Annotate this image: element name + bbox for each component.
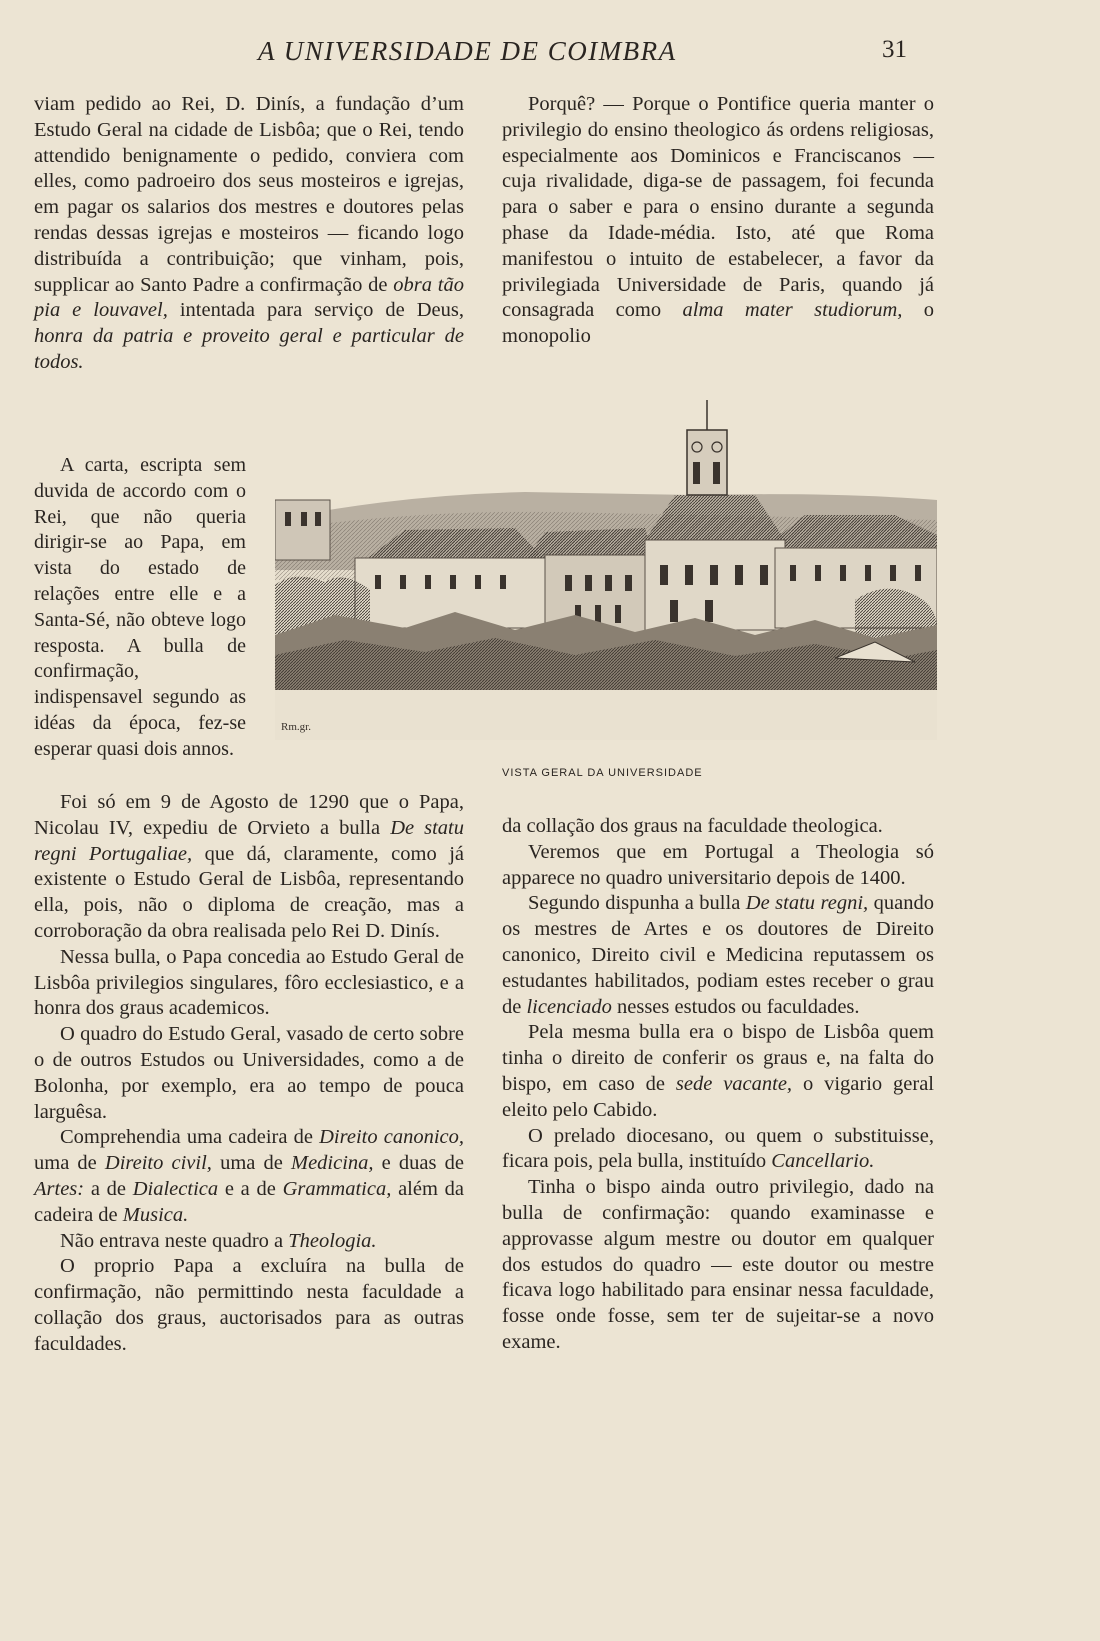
- left-column-bottom: [34, 790, 464, 1358]
- paragraph: [502, 1175, 934, 1356]
- text-run: uma de: [34, 1152, 105, 1175]
- italic-text: Direito civil,: [104, 1152, 212, 1175]
- text-run: Não entrava neste quadro a: [60, 1229, 289, 1252]
- paragraph: [34, 945, 464, 1022]
- italic-text: Theologia.: [288, 1229, 377, 1252]
- paragraph: [502, 1020, 934, 1123]
- text-run: Comprehendia uma cadeira de: [60, 1126, 320, 1149]
- italic-text: honra da patria e proveito geral e particular de todos.: [34, 325, 464, 373]
- italic-text: Artes:: [34, 1177, 85, 1200]
- text-run: que dá, claramente, como já existente o Estudo Geral de Lisbôa, representando ella, pois, não o diploma de creação, mas a corroboração da obra realisada pelo Rei D. Dinís.: [34, 842, 464, 942]
- paragraph: [34, 1125, 464, 1228]
- text-run: O proprio Papa a excluíra na bulla de confirmação, não permittindo nesta faculdade a collação dos graus, auctorisados para as outras faculdades.: [34, 1255, 464, 1355]
- text-run: Veremos que em Portugal a Theologia só apparece no quadro universitario depois de 1400.: [502, 840, 934, 889]
- text-run: além da cadeira de: [34, 1177, 464, 1226]
- text-run: intentada para serviço de Deus,: [167, 299, 464, 322]
- italic-text: De statu regni,: [745, 892, 869, 915]
- text-run: viam pedido ao Rei, D. Dinís, a fundação d’um Estudo Geral na cidade de Lisbôa; que o Rei, tendo attendido benignamente o pedido, conviera com elles, como padroeiro dos seus mosteiros e igrejas, em pagar os salarios dos mestres e doutores pelas rendas dessas igrejas e mosteiros — ficando logo distribuída a contribuição; que vinham, pois, supplicar ao Santo Padre a confirmação de: [34, 93, 464, 296]
- text-run: uma de: [211, 1152, 291, 1175]
- university-engraving: [275, 400, 937, 740]
- italic-text: sede vacante,: [675, 1072, 793, 1095]
- engraver-mark: Rm.gr.: [281, 721, 311, 733]
- running-title: A UNIVERSIDADE DE COIMBRA: [258, 36, 677, 66]
- page-number: 31: [882, 36, 907, 63]
- text-run: Pela mesma bulla era o bispo de Lisbôa quem tinha o direito de conferir os graus e, na falta do bispo, em caso de: [502, 1021, 934, 1095]
- italic-text: Grammatica,: [282, 1177, 392, 1200]
- right-column-bottom: [502, 814, 934, 1356]
- text-run: O prelado diocesano, ou quem o substituisse, ficara pois, pela bulla, instituído: [502, 1124, 934, 1173]
- paragraph: [502, 1124, 934, 1176]
- right-paragraphs: [502, 840, 934, 1356]
- italic-text: obra tão pia e louvavel,: [34, 273, 464, 322]
- italic-text: alma mater studiorum,: [682, 299, 903, 322]
- italic-text: De statu regni Portugaliae,: [34, 816, 464, 865]
- running-header: [0, 36, 1051, 70]
- italic-text: Cancellario.: [771, 1150, 875, 1173]
- text-run: e a de: [218, 1177, 283, 1200]
- text-run: nesses estudos ou faculdades.: [611, 995, 860, 1018]
- paragraph: A carta, escripta sem duvida de accordo com o Rei, que não queria dirigir-se ao Papa, em vista do estado de relações entre elle e a Santa-Sé, não obteve logo resposta. A bulla de confirmação, indispensavel segundo as idéas da época, fez-se esperar quasi dois annos.: [34, 454, 246, 760]
- paragraph: [502, 92, 934, 350]
- text-run: Segundo dispunha a bulla: [528, 892, 746, 915]
- paragraph: [34, 1254, 464, 1357]
- italic-text: Dialectica: [132, 1177, 219, 1200]
- right-column-top: [502, 92, 934, 350]
- text-run: Porquê? — Porque o Pontifice queria manter o privilegio do ensino theologico ás ordens religiosas, especialmente aos Dominicos e Franciscanos — cuja rivalidade, diga-se de passagem, foi fecunda para o saber e para o ensino durante a segunda phase da Idade-média. Isto, até que Roma manifestou o intuito de estabelecer, a favor da privilegiada Universidade de Paris, quando já consagrada como: [502, 93, 934, 322]
- italic-text: Musica.: [122, 1203, 189, 1226]
- text-run: o vigario geral eleito pelo Cabido.: [502, 1072, 934, 1121]
- paragraph: [34, 1022, 464, 1125]
- paragraph: [34, 790, 464, 945]
- paragraph: da collação dos graus na faculdade theologica.: [502, 815, 883, 837]
- paragraph: [502, 891, 934, 1020]
- italic-text: Direito canonico,: [319, 1126, 465, 1149]
- text-run: Nessa bulla, o Papa concedia ao Estudo Geral de Lisbôa privilegios singulares, fôro ecclesiastico, e a honra dos graus academicos.: [34, 945, 464, 1020]
- text-run: Foi só em 9 de Agosto de 1290 que o Papa, Nicolau IV, expediu de Orvieto a bulla: [34, 791, 464, 839]
- text-run: a de: [84, 1177, 133, 1200]
- paragraph: [34, 1229, 464, 1255]
- paragraph: [34, 92, 464, 376]
- text-run: O quadro do Estudo Geral, vasado de certo sobre o de outros Estudos ou Universidades, como a de Bolonha, por exemplo, era ao tempo de pouca larguêsa.: [34, 1023, 464, 1123]
- italic-text: Medicina,: [291, 1152, 374, 1175]
- text-run: quando os mestres de Artes e os doutores de Direito canonico, Direito civil e Medicina reputassem os estudantes habilitados, podiam estes receber o grau de: [502, 892, 934, 1018]
- paragraph: [502, 840, 934, 892]
- text-run: o monopolio: [502, 299, 935, 348]
- engraving-image: [275, 400, 937, 740]
- text-run: e duas de: [373, 1152, 464, 1175]
- italic-text: licenciado: [526, 995, 612, 1018]
- left-column-narrow: [34, 453, 246, 763]
- left-column-top: [34, 92, 464, 376]
- text-run: Tinha o bispo ainda outro privilegio, dado na bulla de confirmação: quando examinasse e approvasse algum mestre ou doutor em qualquer dos estudos do quadro — este doutor ou mestre ficava logo habilitado para ensinar nessa faculdade, fosse onde fosse, sem ter de sujeitar-se a novo exame.: [502, 1176, 934, 1353]
- figure-caption: VISTA GERAL DA UNIVERSIDADE: [502, 767, 703, 779]
